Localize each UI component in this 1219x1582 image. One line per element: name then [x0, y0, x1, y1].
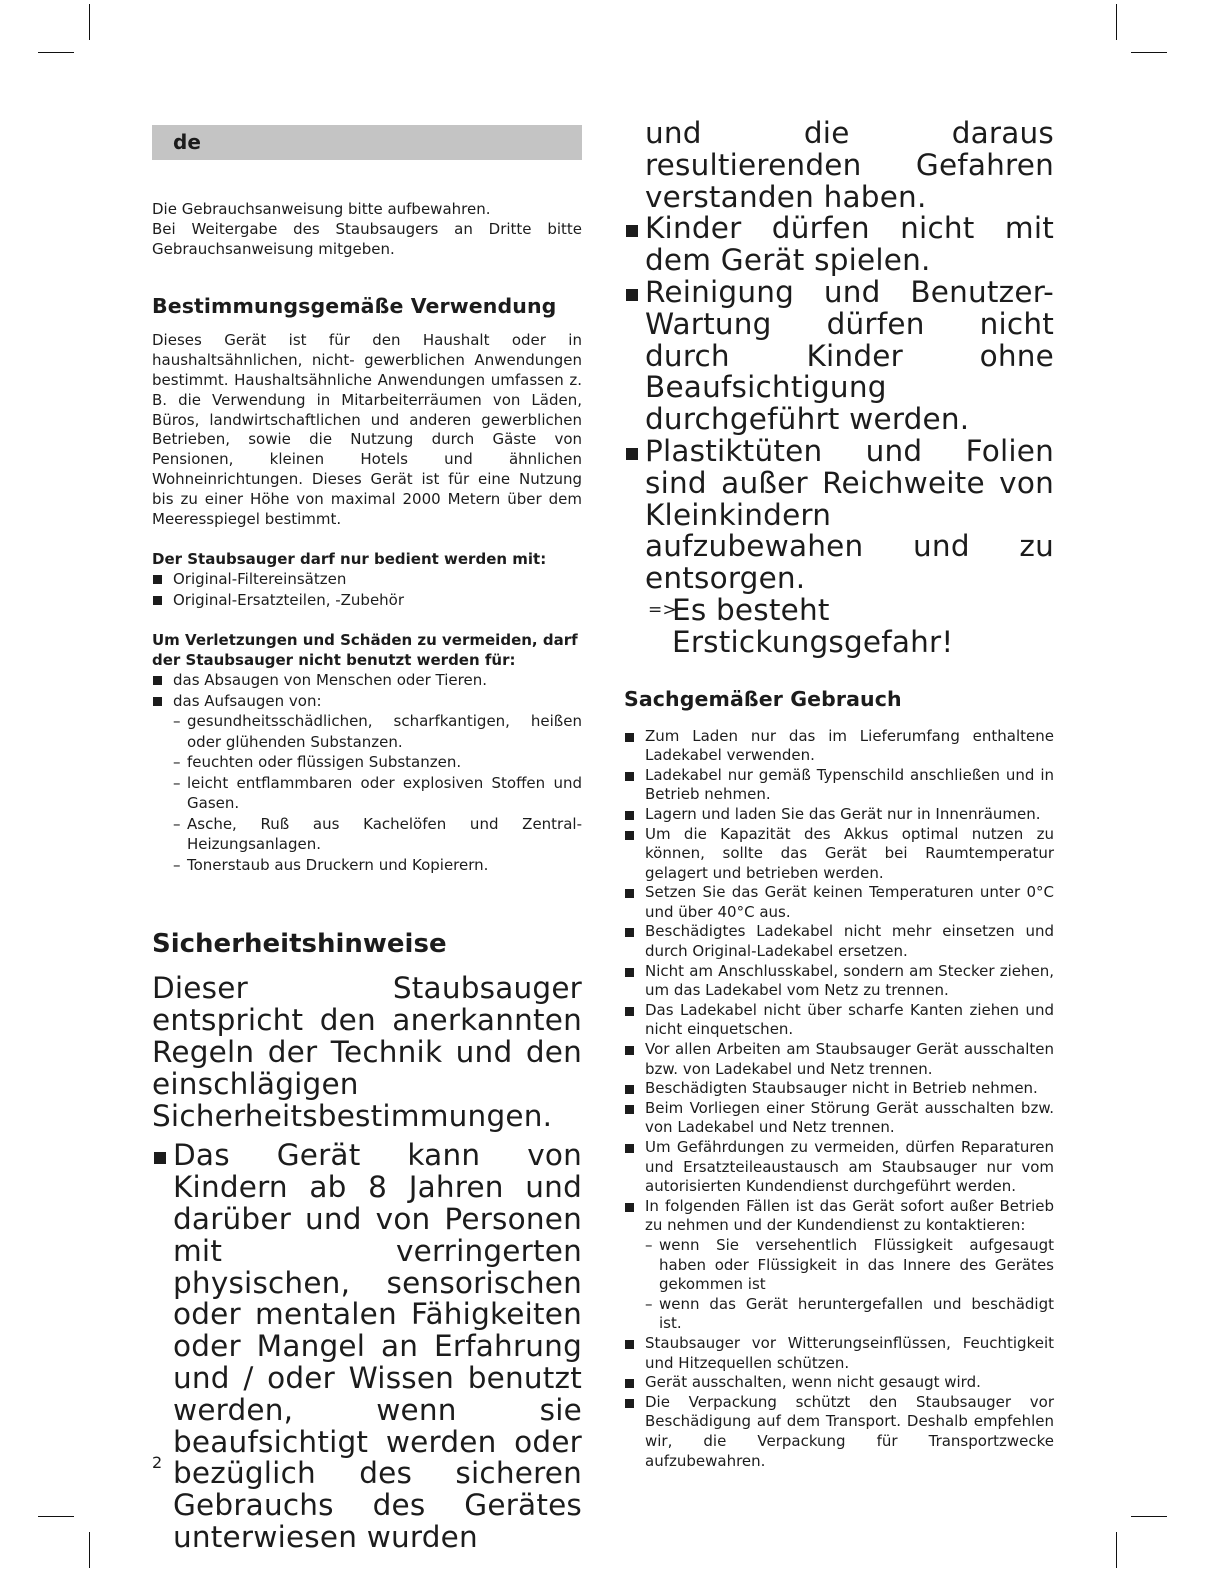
list-item: Zum Laden nur das im Lieferumfang enthaltene Ladekabel verwenden.: [624, 727, 1054, 766]
safety-lead: [152, 973, 582, 1132]
avoid-list: [152, 670, 582, 875]
crop-mark: [89, 1532, 90, 1568]
intended-use-paragraph: [152, 331, 582, 529]
safety-list-left: [152, 1140, 582, 1553]
safety-item: Reinigung und Benutzer-Wartung dürfen nicht durch Kinder ohne Beaufsichtigung durchgeführt werden.: [624, 277, 1054, 436]
operate-heading: Der Staubsauger darf nur bedient werden mit:: [152, 550, 547, 569]
right-column: [624, 118, 1054, 1471]
language-bar: [152, 125, 582, 160]
list-item-label: das Aufsaugen von:: [173, 691, 322, 710]
safety-list-right: [624, 213, 1054, 595]
list-item: Gerät ausschalten, wenn nicht gesaugt wird.: [624, 1373, 1054, 1393]
list-item: Vor allen Arbeiten am Staubsauger Gerät ausschalten bzw. von Ladekabel und Netz trennen.: [624, 1040, 1054, 1079]
list-item: Um Gefährdungen zu vermeiden, dürfen Reparaturen und Ersatzteileaustausch am Staubsauger nur vom autorisierten Kundendienst durchgeführt werden.: [624, 1138, 1054, 1197]
list-item: Nicht am Anschlusskabel, sondern am Stecker ziehen, um das Ladekabel vom Netz zu trennen.: [624, 962, 1054, 1001]
list-item: Um die Kapazität des Akkus optimal nutzen zu können, sollte das Gerät bei Raumtemperatur gelagert und betrieben werden.: [624, 825, 1054, 884]
sublist-item: – feuchten oder flüssigen Substanzen.: [173, 752, 582, 773]
safety-item: [624, 433, 1054, 596]
intro-line-2: Bei Weitergabe des Staubsaugers an Dritte bitte Gebrauchsanweisung mitgeben.: [152, 219, 582, 258]
sublist-item: – leicht entflammbaren oder explosiven Stoffen und Gasen.: [173, 773, 582, 814]
crop-mark: [89, 4, 90, 40]
sublist-item: – Tonerstaub aus Druckern und Kopierern.: [173, 855, 582, 876]
list-item-label: In folgenden Fällen ist das Gerät sofort außer Betrieb zu nehmen und der Kundendienst zu kontaktieren:: [645, 1196, 1054, 1235]
list-item: Beschädigtes Ladekabel nicht mehr einsetzen und durch Original-Ladekabel ersetzen.: [624, 922, 1054, 961]
list-item: Original-Ersatzteilen, -Zubehör: [152, 590, 582, 611]
intro-text: [152, 200, 582, 259]
left-column: [152, 125, 582, 1554]
list-item: [624, 1197, 1054, 1334]
avoid-sublist: [173, 711, 582, 875]
list-item: Lagern und laden Sie das Gerät nur in Innenräumen.: [624, 805, 1054, 825]
list-item: Die Verpackung schützt den Staubsauger vor Beschädigung auf dem Transport. Deshalb empfehlen wir, die Verpackung für Transportzwecke aufzubewahren.: [624, 1393, 1054, 1471]
intended-use-heading: Bestimmungsgemäße Verwendung: [152, 294, 557, 319]
list-item: Ladekabel nur gemäß Typenschild anschließen und in Betrieb nehmen.: [624, 766, 1054, 805]
list-item: Beim Vorliegen einer Störung Gerät ausschalten bzw. von Ladekabel und Netz trennen.: [624, 1099, 1054, 1138]
crop-mark: [38, 52, 74, 53]
safety-item-text: Plastiktüten und Folien sind außer Reichweite von Kleinkindern aufzubewahen und zu entsorgen.: [645, 433, 1054, 596]
intro-line-1: Die Gebrauchsanweisung bitte aufbewahren.: [152, 200, 491, 218]
warning-text: Es besteht Erstickungsgefahr!: [672, 592, 954, 659]
safety-item: Das Gerät kann von Kindern ab 8 Jahren und darüber und von Personen mit verringerten physischen, sensorischen oder mentalen Fähigkeiten oder Mangel an Erfahrung und / oder Wissen benutzt werden, wenn sie beaufsichtigt werden oder bezüglich des sicheren Gebrauchs des Gerätes unterwiesen wurden: [152, 1140, 582, 1553]
sublist-item: – wenn Sie versehentlich Flüssigkeit aufgesaugt haben oder Flüssigkeit in das Innere des Gerätes gekommen ist: [645, 1236, 1054, 1295]
sublist-item: – wenn das Gerät heruntergefallen und beschädigt ist.: [645, 1295, 1054, 1334]
safety-lead-text: Dieser Staubsauger entspricht den anerkannten Regeln der Technik und den einschlägigen Sicherheitsbestimmungen.: [152, 971, 582, 1133]
proper-use-list: [624, 727, 1054, 1472]
operate-list: [152, 569, 582, 610]
list-item: Staubsauger vor Witterungseinflüssen, Feuchtigkeit und Hitzequellen schützen.: [624, 1334, 1054, 1373]
safety-item-continuation: [624, 118, 1054, 213]
list-item: Setzen Sie das Gerät keinen Temperaturen unter 0°C und über 40°C aus.: [624, 883, 1054, 922]
list-item: das Absaugen von Menschen oder Tieren.: [152, 670, 582, 691]
sublist-item: – gesundheitsschädlichen, scharfkantigen, heißen oder glühenden Substanzen.: [173, 711, 582, 752]
list-item: [152, 691, 582, 876]
crop-mark: [1131, 52, 1167, 53]
page-number: 2: [152, 1453, 163, 1472]
arrow-symbol: =>: [648, 599, 677, 620]
avoid-heading: Um Verletzungen und Schäden zu vermeiden, darf der Staubsauger nicht benutzt werden für:: [152, 631, 578, 670]
intended-use-text: Dieses Gerät ist für den Haushalt oder in haushaltsähnlichen, nicht- gewerblichen Anwendungen bestimmt. Haushaltsähnliche Anwendungen umfassen z. B. die Verwendung in Mitarbeiterräumen von Läden, Büros, landwirtschaftlichen und anderen gewerblichen Betrieben, sowie die Nutzung durch Gäste von Pensionen, kleinen Hotels und ähnlichen Wohneinrichtungen. Dieses Gerät ist für eine Nutzung bis zu einer Höhe von maximal 2000 Metern über dem Meeresspiegel bestimmt.: [152, 331, 582, 528]
crop-mark: [1131, 1516, 1167, 1517]
crop-mark: [38, 1516, 74, 1517]
list-item: Das Ladekabel nicht über scharfe Kanten ziehen und nicht einquetschen.: [624, 1001, 1054, 1040]
crop-mark: [1116, 1532, 1117, 1568]
language-label: de: [173, 130, 201, 154]
warning-note: [624, 592, 1054, 659]
safety-heading: Sicherheitshinweise: [152, 929, 447, 960]
safety-item-continuation-text: und die daraus resultierenden Gefahren verstanden haben.: [645, 116, 1054, 214]
fault-sublist: [645, 1236, 1054, 1334]
sublist-item: – Asche, Ruß aus Kachelöfen und Zentral- Heizungsanlagen.: [173, 814, 582, 855]
proper-use-heading: Sachgemäßer Gebrauch: [624, 686, 902, 711]
crop-mark: [1116, 4, 1117, 40]
list-item: Beschädigten Staubsauger nicht in Betrieb nehmen.: [624, 1079, 1054, 1099]
list-item: Original-Filtereinsätzen: [152, 569, 582, 590]
proper-use-section: [624, 727, 1054, 1472]
safety-item: Kinder dürfen nicht mit dem Gerät spielen.: [624, 213, 1054, 277]
